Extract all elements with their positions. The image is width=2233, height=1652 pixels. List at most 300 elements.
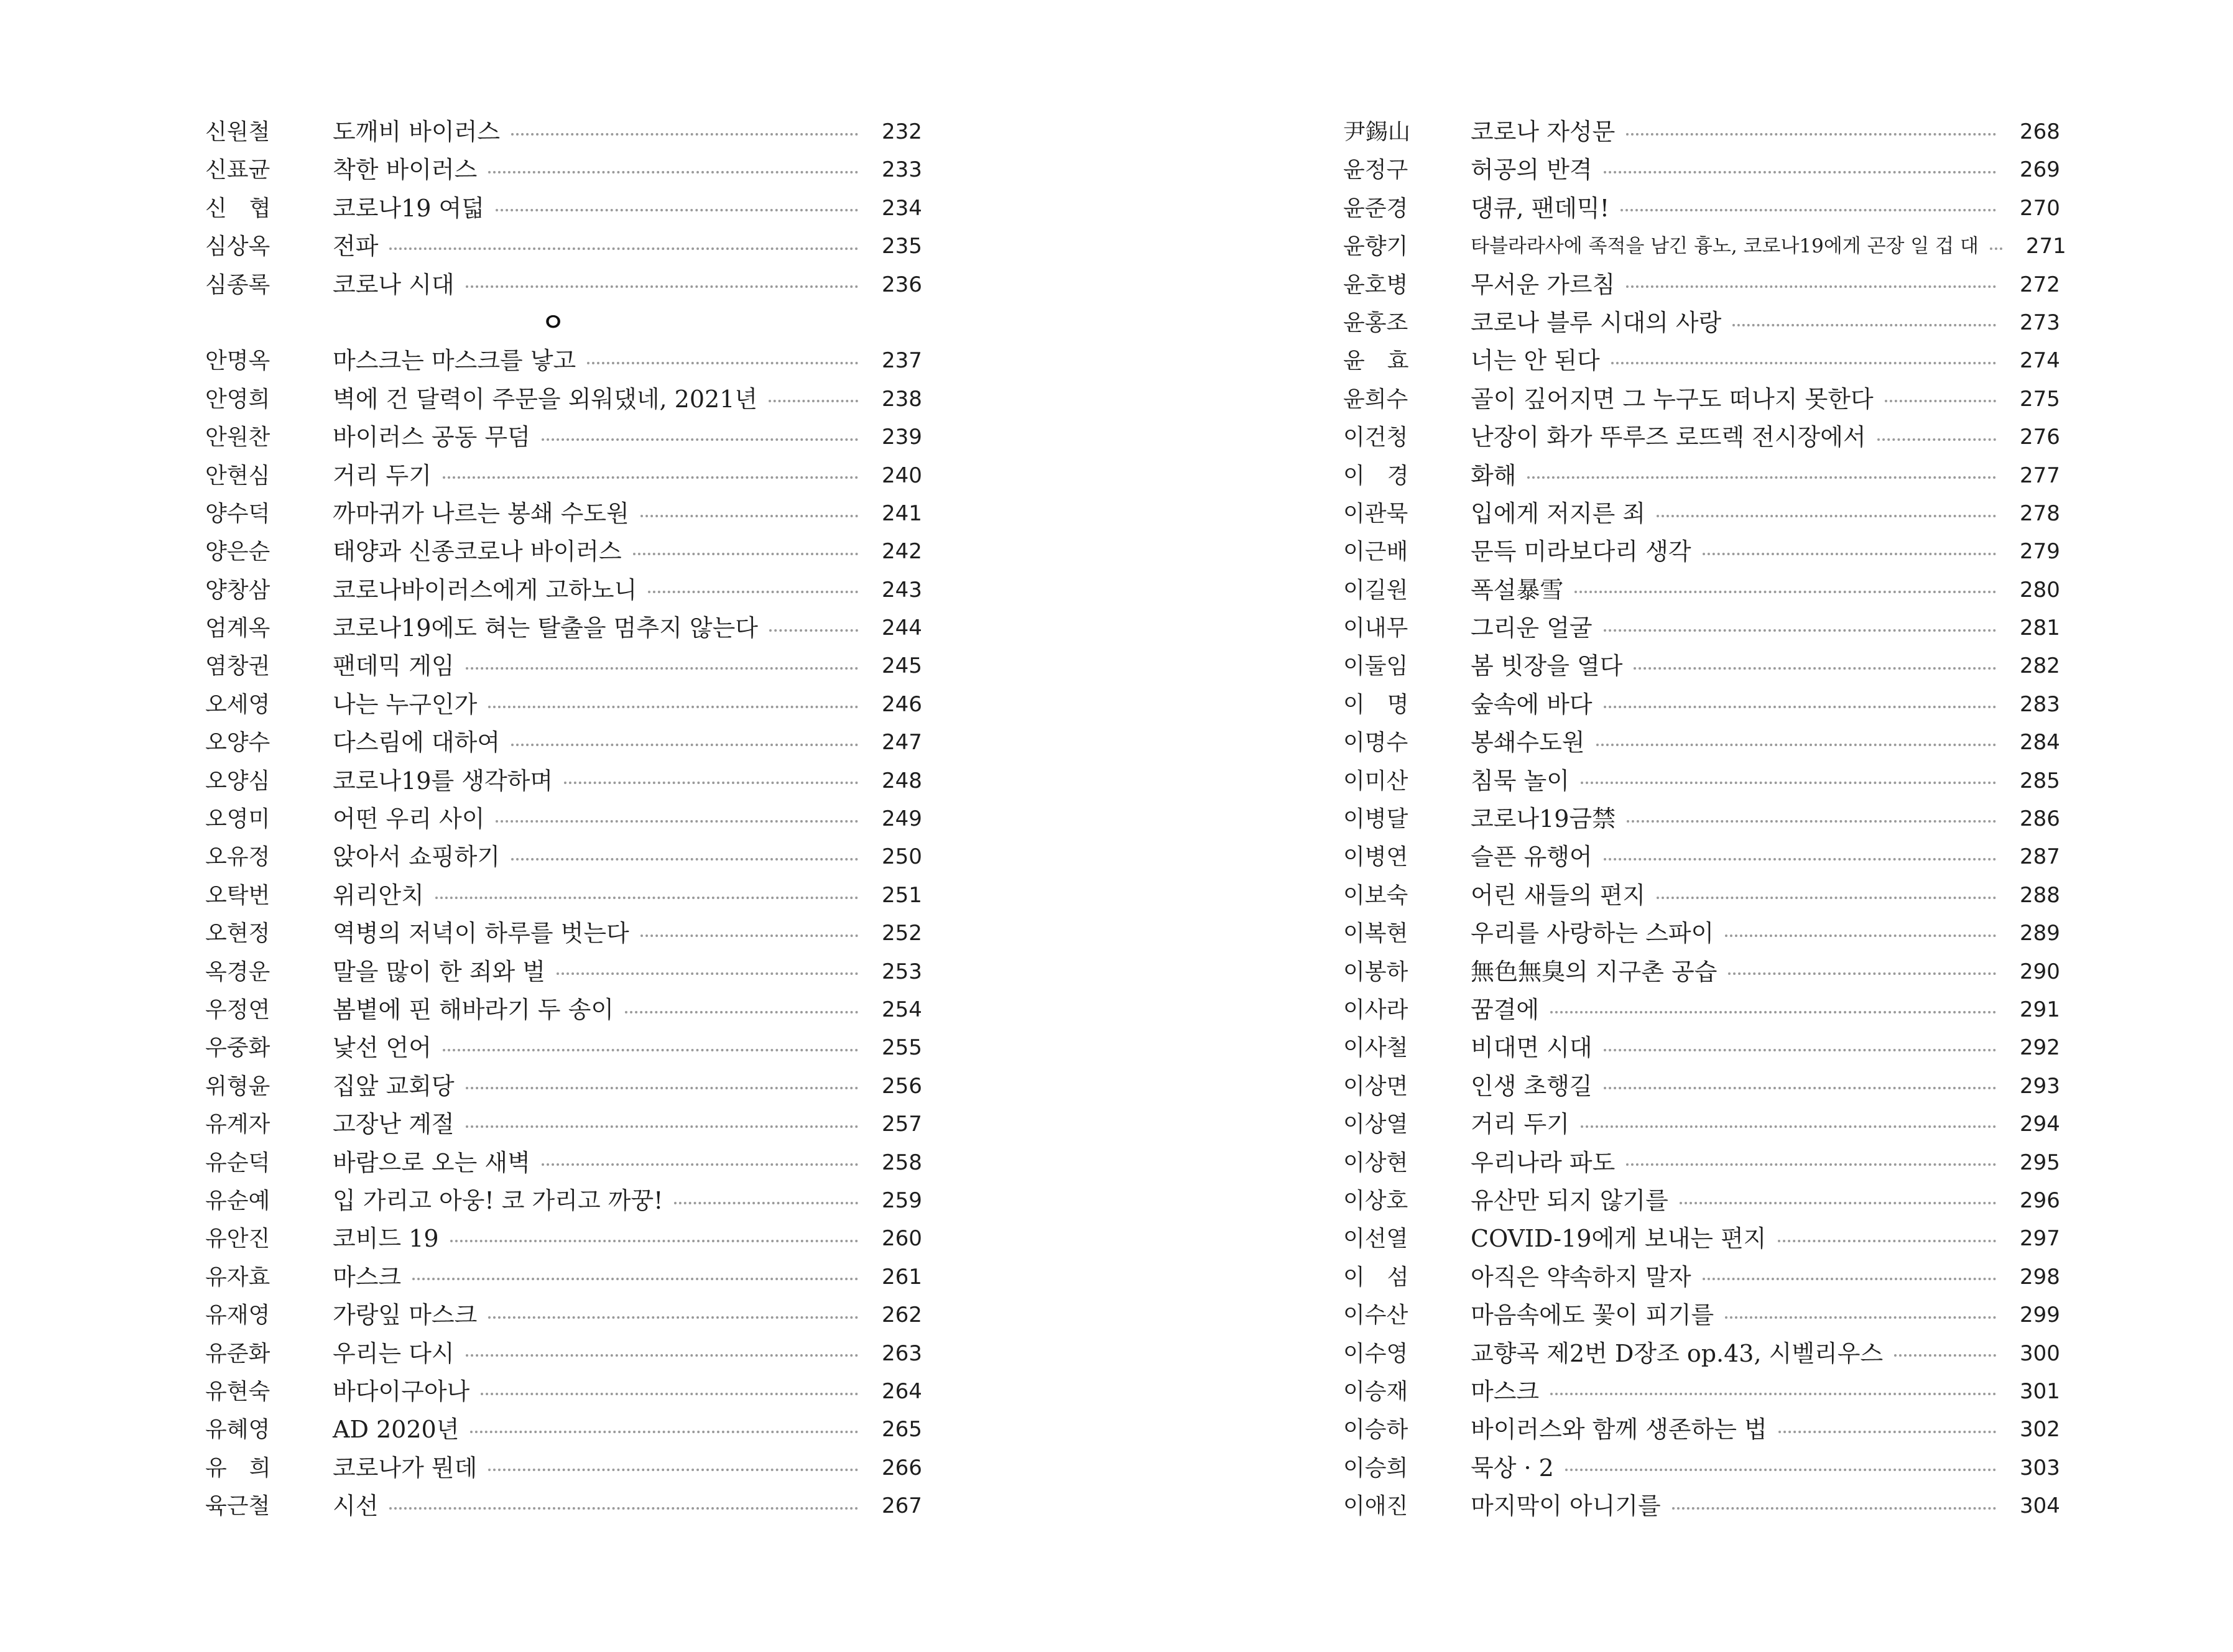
dot-leader — [1672, 1507, 1996, 1510]
toc-entry — [205, 1144, 920, 1182]
author-name: 이복현 — [1343, 921, 1408, 947]
author-name: 이 섬 — [1343, 1264, 1409, 1290]
poem-title: 묵상 · 2 — [1471, 1454, 1554, 1482]
toc-entry — [1343, 724, 2058, 762]
page-number: 279 — [2020, 539, 2060, 565]
toc-entry — [1343, 533, 2058, 571]
dot-leader — [1620, 209, 1996, 211]
author-name: 오양수 — [205, 730, 270, 756]
author-name: 이병달 — [1343, 806, 1408, 833]
toc-entry — [205, 762, 920, 800]
poem-title: 마스크 — [333, 1263, 402, 1291]
poem-title: 고장난 계절 — [333, 1110, 455, 1138]
toc-entry — [205, 1335, 920, 1373]
page-number: 264 — [882, 1378, 922, 1404]
dot-leader — [488, 1469, 858, 1471]
poem-title: 아직은 약속하지 말자 — [1471, 1263, 1691, 1291]
poem-title: 숲속에 바다 — [1471, 690, 1593, 718]
toc-entry — [1343, 915, 2058, 953]
author-name: 양수덕 — [205, 501, 270, 527]
toc-entry — [1343, 571, 2058, 609]
page-number: 304 — [2020, 1493, 2060, 1519]
poem-title: 마스크 — [1471, 1377, 1540, 1405]
toc-entry — [205, 1373, 920, 1411]
page-number: 253 — [882, 959, 922, 984]
page-number: 293 — [2020, 1073, 2060, 1099]
poem-title: 바다이구아나 — [333, 1377, 470, 1405]
dot-leader — [1604, 858, 1996, 861]
dot-leader — [1550, 1393, 1996, 1395]
poem-title: 너는 안 된다 — [1471, 347, 1600, 375]
page-number: 245 — [882, 653, 922, 679]
dot-leader — [633, 553, 858, 555]
author-name: 이수영 — [1343, 1341, 1408, 1367]
dot-leader — [648, 591, 858, 593]
dot-leader — [1894, 1354, 1996, 1357]
poem-title: 코로나 자성문 — [1471, 118, 1616, 145]
dot-leader — [496, 820, 858, 823]
dot-leader — [557, 972, 858, 975]
toc-entry — [205, 113, 920, 151]
author-name: 우중화 — [205, 1035, 270, 1061]
poem-title: 화해 — [1471, 461, 1517, 489]
author-name: 이병연 — [1343, 844, 1408, 870]
dot-leader — [542, 1163, 858, 1166]
author-name: 윤정구 — [1343, 157, 1408, 183]
toc-entry — [1343, 1144, 2058, 1182]
poem-title: 가랑잎 마스크 — [333, 1301, 478, 1329]
author-name: 안현심 — [205, 463, 270, 489]
poem-title: 봄볕에 핀 해바라기 두 송이 — [333, 995, 614, 1023]
page-number: 299 — [2020, 1303, 2060, 1328]
author-name: 위형윤 — [205, 1073, 270, 1099]
page-number: 288 — [2020, 882, 2060, 908]
poem-title: 바람으로 오는 새벽 — [333, 1148, 530, 1176]
dot-leader — [625, 1011, 858, 1013]
toc-entry — [205, 953, 920, 991]
poem-title: 어떤 우리 사이 — [333, 805, 485, 833]
toc-entry — [1343, 609, 2058, 647]
dot-leader — [466, 1087, 858, 1089]
author-name: 이둘임 — [1343, 653, 1408, 680]
page-number: 273 — [2020, 310, 2060, 335]
poem-title: 봄 빗장을 열다 — [1471, 652, 1623, 680]
toc-entry — [205, 1068, 920, 1105]
dot-leader — [769, 629, 858, 632]
toc-entry — [205, 190, 920, 228]
toc-entry — [205, 1029, 920, 1067]
dot-leader — [1565, 1469, 1996, 1471]
dot-leader — [1990, 247, 2002, 250]
author-name: 신표균 — [205, 157, 270, 183]
author-name: 옥경운 — [205, 959, 270, 985]
page-number: 248 — [882, 768, 922, 793]
poem-title: 코로나19에도 혀는 탈출을 멈추지 않는다 — [333, 614, 758, 642]
page-number: 250 — [882, 844, 922, 870]
toc-entry — [205, 571, 920, 609]
author-name: 유계자 — [205, 1112, 270, 1138]
dot-leader — [1581, 782, 1996, 784]
page-number: 272 — [2020, 272, 2060, 297]
poem-title: 입 가리고 아웅! 코 가리고 까꿍! — [333, 1186, 663, 1214]
author-name: 이명수 — [1343, 730, 1408, 756]
author-name: 유 희 — [205, 1455, 271, 1481]
dot-leader — [496, 209, 858, 211]
author-name: 이수산 — [1343, 1303, 1408, 1329]
page-number: 297 — [2020, 1226, 2060, 1252]
poem-title: 집앞 교회당 — [333, 1072, 455, 1100]
poem-title: 문득 미라보다리 생각 — [1471, 538, 1691, 566]
toc-entry — [1343, 1373, 2058, 1411]
page-number: 284 — [2020, 730, 2060, 755]
page-number: 286 — [2020, 806, 2060, 832]
page-number: 256 — [882, 1073, 922, 1099]
poem-title: 코비드 19 — [333, 1225, 439, 1253]
dot-leader — [1527, 476, 1996, 479]
author-name: 이선열 — [1343, 1226, 1408, 1252]
page-number: 262 — [882, 1303, 922, 1328]
page-number: 281 — [2020, 616, 2060, 641]
page-number: 271 — [2025, 234, 2066, 259]
toc-entry — [1343, 1411, 2058, 1449]
author-name: 이사철 — [1343, 1035, 1408, 1061]
author-name: 안명옥 — [205, 348, 270, 374]
toc-entry — [205, 266, 920, 304]
page-number: 277 — [2020, 463, 2060, 488]
dot-leader — [1680, 1202, 1996, 1204]
poem-title: 코로나바이러스에게 고하노니 — [333, 576, 637, 604]
dot-leader — [1550, 1011, 1996, 1013]
dot-leader — [564, 782, 858, 784]
page-number: 275 — [2020, 386, 2060, 412]
author-name: 이근배 — [1343, 539, 1408, 565]
poem-title: 유산만 되지 않기를 — [1471, 1186, 1668, 1214]
dot-leader — [466, 285, 858, 288]
author-name: 이미산 — [1343, 768, 1408, 794]
dot-leader — [769, 400, 858, 402]
poem-title: 코로나가 뭔데 — [333, 1454, 478, 1482]
page-number: 268 — [2020, 119, 2060, 144]
dot-leader — [1725, 1316, 1996, 1319]
dot-leader — [1604, 706, 1996, 708]
author-name: 이상면 — [1343, 1073, 1408, 1099]
author-name: 이애진 — [1343, 1493, 1408, 1520]
poem-title: 꿈결에 — [1471, 995, 1540, 1023]
dot-leader — [450, 1240, 858, 1242]
poem-title: 다스림에 대하여 — [333, 729, 501, 757]
toc-entry — [205, 800, 920, 838]
toc-entry — [1343, 1220, 2058, 1258]
page-number: 240 — [882, 463, 922, 488]
toc-group — [205, 113, 920, 304]
dot-leader — [1725, 934, 1996, 937]
toc-entry — [1343, 1449, 2058, 1487]
poem-title: 말을 많이 한 죄와 벌 — [333, 958, 545, 985]
page-number: 252 — [882, 921, 922, 946]
author-name: 우정연 — [205, 997, 270, 1023]
toc-entry — [205, 1449, 920, 1487]
page-number: 247 — [882, 730, 922, 755]
page-number: 237 — [882, 348, 922, 374]
dot-leader — [1581, 1125, 1996, 1128]
poem-title: 마음속에도 꽃이 피기를 — [1471, 1301, 1714, 1329]
page-number: 235 — [882, 234, 922, 259]
poem-title: 코로나19를 생각하며 — [333, 767, 553, 795]
page-number: 269 — [2020, 157, 2060, 183]
page-number: 254 — [882, 997, 922, 1022]
dot-leader — [1611, 362, 1996, 364]
dot-leader — [466, 1354, 858, 1357]
dot-leader — [435, 897, 858, 899]
toc-entry — [1343, 418, 2058, 456]
dot-leader — [1626, 133, 1996, 136]
dot-leader — [1885, 400, 1996, 402]
author-name: 신원철 — [205, 119, 270, 145]
author-name: 양은순 — [205, 539, 270, 565]
poem-title: 벽에 건 달력이 주문을 외워댔네, 2021년 — [333, 385, 758, 413]
dot-leader — [1732, 324, 1996, 326]
poem-title: 댕큐, 팬데믹! — [1471, 194, 1609, 222]
poem-title: 난장이 화가 뚜루즈 로뜨렉 전시장에서 — [1471, 423, 1866, 451]
poem-title: 마스크는 마스크를 낳고 — [333, 347, 576, 375]
dot-leader — [674, 1202, 858, 1204]
dot-leader — [443, 1049, 858, 1051]
page-number: 300 — [2020, 1341, 2060, 1366]
author-name: 심상옥 — [205, 234, 270, 260]
toc-entry — [205, 1105, 920, 1143]
poem-title: 전파 — [333, 233, 379, 261]
poem-title: 코로나19금禁 — [1471, 805, 1616, 833]
page-number: 239 — [882, 425, 922, 450]
author-name: 이건청 — [1343, 425, 1408, 451]
poem-title: 우리를 사랑하는 스파이 — [1471, 920, 1714, 948]
dot-leader — [488, 171, 858, 173]
toc-entry — [205, 991, 920, 1029]
page-number: 276 — [2020, 425, 2060, 450]
toc-entry — [205, 724, 920, 762]
author-name: 유자효 — [205, 1264, 270, 1290]
author-name: 이 경 — [1343, 463, 1409, 489]
toc-left-page — [205, 113, 920, 1525]
dot-leader — [511, 133, 858, 136]
author-name: 이봉하 — [1343, 959, 1408, 985]
poem-title: COVID-19에게 보내는 편지 — [1471, 1225, 1767, 1253]
toc-entry — [1343, 495, 2058, 533]
dot-leader — [481, 1393, 858, 1395]
poem-title: 낯선 언어 — [333, 1034, 432, 1062]
dot-leader — [466, 1125, 858, 1128]
poem-title: 위리안치 — [333, 881, 424, 909]
author-name: 윤희수 — [1343, 386, 1408, 412]
dot-leader — [542, 438, 858, 441]
toc-entry — [205, 495, 920, 533]
page-number: 291 — [2020, 997, 2060, 1022]
author-name: 유순덕 — [205, 1150, 270, 1176]
poem-title: AD 2020년 — [333, 1416, 460, 1444]
author-name: 유재영 — [205, 1303, 270, 1329]
dot-leader — [640, 515, 858, 517]
poem-title: 교향곡 제2번 D장조 op.43, 시벨리우스 — [1471, 1339, 1884, 1367]
poem-title: 코로나 시대 — [333, 270, 455, 298]
dot-leader — [1703, 553, 1996, 555]
toc-entry — [205, 838, 920, 876]
dot-leader — [1604, 1087, 1996, 1089]
author-name: 오양심 — [205, 768, 270, 794]
author-name: 윤홍조 — [1343, 310, 1408, 336]
toc-entry — [205, 647, 920, 685]
poem-title: 시선 — [333, 1492, 379, 1520]
dot-leader — [389, 247, 858, 250]
toc-entry — [1343, 381, 2058, 418]
toc-entry — [1343, 1487, 2058, 1525]
toc-entry — [1343, 1335, 2058, 1373]
author-name: 유순예 — [205, 1188, 270, 1214]
page-number: 301 — [2020, 1378, 2060, 1404]
author-name: 윤 효 — [1343, 348, 1409, 374]
toc-entry — [205, 1296, 920, 1334]
author-name: 오현정 — [205, 921, 270, 947]
toc-entry — [1343, 1105, 2058, 1143]
page-number: 274 — [2020, 348, 2060, 374]
toc-entry — [1343, 342, 2058, 380]
poem-title: 우리나라 파도 — [1471, 1148, 1616, 1176]
poem-title: 폭설暴雪 — [1471, 576, 1564, 604]
toc-entry — [205, 228, 920, 265]
poem-title: 무서운 가르침 — [1471, 270, 1616, 298]
dot-leader — [470, 1431, 858, 1433]
dot-leader — [443, 476, 858, 479]
toc-entry — [205, 381, 920, 418]
page-number: 249 — [882, 806, 922, 832]
toc-entry — [1343, 647, 2058, 685]
toc-entry — [1343, 1182, 2058, 1220]
toc-entry — [205, 1411, 920, 1449]
author-name: 심종록 — [205, 272, 270, 298]
poem-title: 착한 바이러스 — [333, 156, 478, 184]
page-number: 233 — [882, 157, 922, 183]
poem-title: 無色無臭의 지구촌 공습 — [1471, 958, 1718, 985]
poem-title: 입에게 저지른 죄 — [1471, 499, 1646, 527]
poem-title: 거리 두기 — [333, 461, 432, 489]
toc-entry — [1343, 877, 2058, 915]
toc-entry — [1343, 304, 2058, 342]
toc-entry — [1343, 190, 2058, 228]
page-number: 232 — [882, 119, 922, 144]
dot-leader — [488, 706, 858, 708]
page-number: 270 — [2020, 195, 2060, 221]
dot-leader — [1626, 1163, 1996, 1166]
page-number: 303 — [2020, 1455, 2060, 1480]
dot-leader — [412, 1278, 858, 1280]
page-number: 244 — [882, 616, 922, 641]
poem-title: 나는 누구인가 — [333, 690, 478, 718]
toc-entry — [1343, 151, 2058, 189]
author-name: 유준화 — [205, 1341, 270, 1367]
poem-title: 바이러스 공동 무덤 — [333, 423, 530, 451]
poem-title: 역병의 저녁이 하루를 벗는다 — [333, 920, 629, 948]
page-number: 263 — [882, 1341, 922, 1366]
poem-title: 타블라라사에 족적을 남긴 흉노, 코로나19에게 곤장 일 겁 대 — [1471, 235, 1979, 258]
dot-leader — [1703, 1278, 1996, 1280]
author-name: 이승재 — [1343, 1378, 1408, 1405]
author-name: 오세영 — [205, 691, 270, 718]
dot-leader — [1574, 591, 1996, 593]
page-number: 236 — [882, 272, 922, 297]
author-name: 이관묵 — [1343, 501, 1408, 527]
page-number: 261 — [882, 1264, 922, 1290]
page-number: 242 — [882, 539, 922, 565]
toc-entry — [1343, 762, 2058, 800]
dot-leader — [488, 1316, 858, 1319]
toc-entry — [205, 915, 920, 953]
dot-leader — [1728, 972, 1996, 975]
author-name: 이내무 — [1343, 616, 1408, 642]
dot-leader — [1778, 1431, 1996, 1433]
author-name: 이상열 — [1343, 1112, 1408, 1138]
dot-leader — [511, 858, 858, 861]
poem-title: 거리 두기 — [1471, 1110, 1570, 1138]
poem-title: 허공의 반격 — [1471, 156, 1593, 184]
toc-group — [1343, 113, 2066, 1525]
author-name: 윤향기 — [1343, 234, 1408, 260]
poem-title: 골이 깊어지면 그 누구도 떠나지 못한다 — [1471, 385, 1874, 413]
toc-entry — [205, 418, 920, 456]
toc-entry — [205, 1258, 920, 1296]
poem-title: 까마귀가 나르는 봉쇄 수도원 — [333, 499, 629, 527]
author-name: 이길원 — [1343, 577, 1408, 603]
toc-entry — [1343, 991, 2058, 1029]
toc-entry — [1343, 953, 2058, 991]
poem-title: 비대면 시대 — [1471, 1034, 1593, 1062]
page-number: 289 — [2020, 921, 2060, 946]
dot-leader — [1596, 744, 1996, 746]
author-name: 이상호 — [1343, 1188, 1408, 1214]
toc-entry — [1343, 1029, 2058, 1067]
author-name: 이보숙 — [1343, 882, 1408, 908]
page-number: 302 — [2020, 1417, 2060, 1442]
author-name: 오영미 — [205, 806, 270, 833]
page-number: 258 — [882, 1150, 922, 1175]
author-name: 尹錫山 — [1343, 119, 1411, 145]
author-name: 오유정 — [205, 844, 270, 870]
toc-entry — [205, 1487, 920, 1525]
toc-entry — [205, 1220, 920, 1258]
poem-title: 슬픈 유행어 — [1471, 843, 1593, 871]
page-number: 287 — [2020, 844, 2060, 870]
dot-leader — [587, 362, 858, 364]
dot-leader — [1604, 629, 1996, 632]
page-number: 292 — [2020, 1035, 2060, 1061]
dot-leader — [466, 667, 858, 670]
author-name: 유현숙 — [205, 1378, 270, 1405]
toc-entry — [205, 1182, 920, 1220]
poem-title: 인생 초행길 — [1471, 1072, 1593, 1100]
page-number: 267 — [882, 1493, 922, 1519]
dot-leader — [1604, 1049, 1996, 1051]
dot-leader — [511, 744, 858, 746]
poem-title: 봉쇄수도원 — [1471, 729, 1585, 757]
author-name: 엄계옥 — [205, 616, 270, 642]
toc-entry — [1343, 228, 2066, 265]
author-name: 안영희 — [205, 386, 270, 412]
page-number: 246 — [882, 691, 922, 717]
page-number: 283 — [2020, 691, 2060, 717]
poem-title: 팬데믹 게임 — [333, 652, 455, 680]
page-number: 285 — [2020, 768, 2060, 793]
page-number: 282 — [2020, 653, 2060, 679]
toc-entry — [205, 151, 920, 189]
author-name: 이승희 — [1343, 1455, 1408, 1481]
